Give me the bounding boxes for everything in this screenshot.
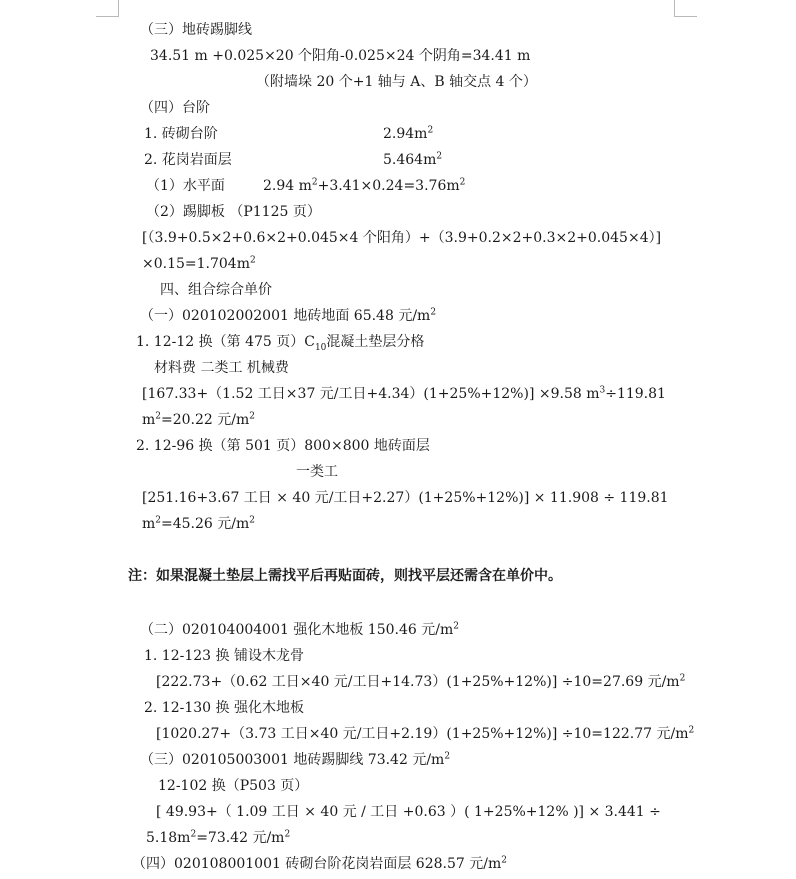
- formula-line: [222.73+（0.62 工日×40 元/工日+14.73）(1+25%+12%)] ÷10=27.69 元$/m^2$: [156, 673, 686, 690]
- item-label: 1. 12-12 换（第 475 页）$C_{10}$混凝土垫层分格: [136, 334, 425, 353]
- formula-result: $\times 0.15=1.704m^2$: [142, 255, 256, 272]
- formula-line: 34.51 m +0.025×20 个阳角-0.025×24 个阴角=34.41 m: [150, 48, 531, 64]
- page-corner-mark-left: [96, 0, 119, 17]
- item-label: 1. 砖砌台阶: [144, 126, 218, 142]
- formula-result: $5.18m^2=73.42$ 元$/m^2$: [146, 829, 291, 846]
- column-heads: 一类工: [296, 464, 338, 480]
- formula-line: [167.33+（1.52 工日×37 元/工日+4.34）(1+25%+12%)] ×9.58 $m^3\div 119.81$: [142, 385, 666, 402]
- note-bold: 注：如果混凝土垫层上需找平后再贴面砖，则找平层还需含在单价中。: [128, 568, 562, 584]
- section-title: （三）地砖踢脚线: [140, 22, 252, 38]
- sub-item-label: （1）水平面: [146, 178, 225, 194]
- formula-result: $m^2=45.26$ 元$/m^2$: [142, 515, 256, 532]
- item-label: 2. 花岗岩面层: [144, 152, 232, 168]
- item-label: 2. 12-96 换（第 501 页）800×800 地砖面层: [136, 438, 430, 454]
- formula-line: [ 49.93+（ 1.09 工日 × 40 元 / 工日 +0.63 ）( 1+25%+12% )] × 3.441 ÷: [156, 804, 661, 820]
- item-label: 2. 12-130 换 强化木地板: [144, 700, 304, 716]
- item-label: 1. 12-123 换 铺设木龙骨: [144, 648, 304, 664]
- note-line: （附墙垛 20 个+1 轴与 A、B 轴交点 4 个）: [256, 74, 537, 90]
- page-corner-mark-right: [674, 0, 697, 17]
- column-heads: 材料费 二类工 机械费: [154, 360, 289, 376]
- item-value: $5.464m^2$: [383, 151, 443, 168]
- unit-price-title: （二）020104004001 强化木地板 150.46 元$/m^2$: [140, 621, 459, 638]
- part-title: 四、组合综合单价: [160, 282, 272, 298]
- item-value: $2.94m^2$: [383, 125, 434, 142]
- unit-price-title: （一）020102002001 地砖地面 65.48 元$/m^2$: [140, 307, 437, 324]
- item-label: 12-102 换（P503 页）: [158, 778, 309, 794]
- section-title: （四）台阶: [140, 100, 210, 116]
- sub-item-label: （2）踢脚板 （P1125 页）: [146, 204, 321, 220]
- formula-result: $m^2=20.22$ 元$/m^2$: [142, 411, 256, 428]
- formula-line: [1020.27+（3.73 工日×40 元/工日+2.19）(1+25%+12%)] ÷10=122.77 元$/m^2$: [156, 725, 695, 742]
- formula-line: [251.16+3.67 工日 × 40 元/工日+2.27）(1+25%+12%)] × 11.908 ÷ 119.81: [142, 490, 669, 506]
- unit-price-title: （三）020105003001 地砖踢脚线 73.42 元$/m^2$: [140, 751, 451, 768]
- formula-line: 2.94 $m^2+3.41\times 0.24=3.76m^2$: [263, 177, 466, 194]
- formula-line: [（3.9+0.5×2+0.6×2+0.045×4 个阳角）+（3.9+0.2×2+0.3×2+0.045×4）]: [142, 230, 662, 246]
- unit-price-title: （四）020108001001 砖砌台阶花岗岩面层 628.57 元$/m^2$: [132, 855, 507, 872]
